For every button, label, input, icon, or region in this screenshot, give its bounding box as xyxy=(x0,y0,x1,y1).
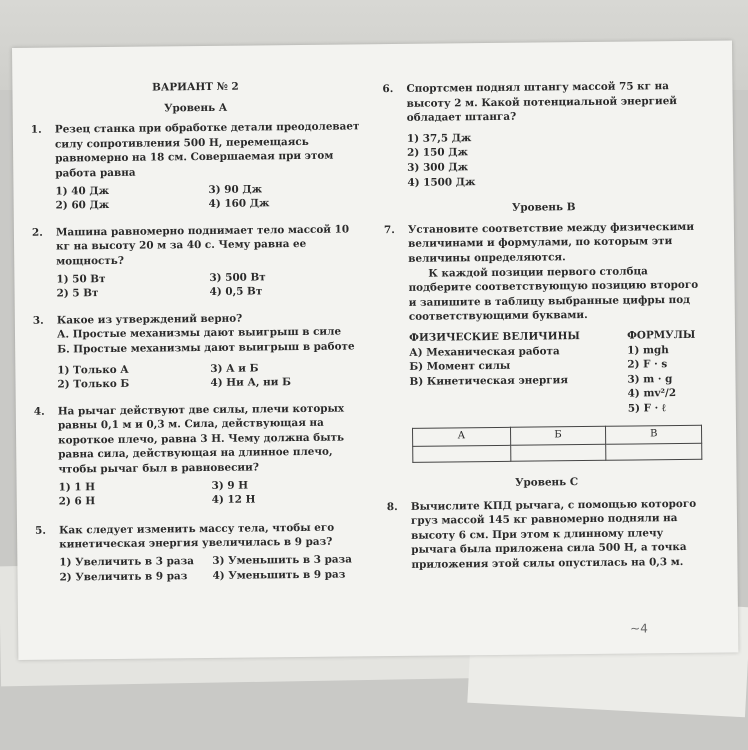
question-3-options xyxy=(33,360,363,393)
table-header-b: Б xyxy=(510,427,606,446)
option: 3) А и Б xyxy=(210,361,259,375)
question-text: Спортсмен поднял штангу массой 75 кг на высоту 2 м. Какой потенциальной энергией обладает штанга? xyxy=(406,80,678,125)
answer-cell-a[interactable] xyxy=(413,445,511,462)
question-text: Как следует изменить массу тела, чтобы его кинетическая энергия увеличилась в 9 раз? xyxy=(58,521,335,551)
worksheet-page xyxy=(12,40,738,660)
question-text: Установите соответствие между физическими величинами и формулами, по которым эти величины определяются. xyxy=(407,220,695,265)
question-text: Какое из утверждений верно? xyxy=(56,312,243,327)
question-5-options xyxy=(35,552,365,585)
formula-item: 3) m · g xyxy=(627,372,673,386)
statement: А. Простые механизмы дают выигрыш в силе xyxy=(56,325,342,341)
question-8 xyxy=(387,496,708,572)
question-1-options xyxy=(31,181,361,214)
option: 1) 50 Вт xyxy=(56,272,106,286)
quantity-item: А) Механическая работа xyxy=(409,344,560,359)
question-6-options xyxy=(383,129,704,191)
question-4-options xyxy=(35,477,365,510)
option: 4) 12 Н xyxy=(211,493,256,507)
level-a-heading: Уровень А xyxy=(163,101,228,115)
question-number: 1. xyxy=(30,123,42,136)
question-2-options xyxy=(32,269,362,302)
matching-columns xyxy=(385,342,706,418)
answer-cell-b[interactable] xyxy=(510,444,606,461)
question-3-statements xyxy=(33,325,363,358)
option: 4) 1500 Дж xyxy=(407,175,476,189)
quantity-item: В) Кинетическая энергия xyxy=(409,373,569,388)
option: 3) 500 Вт xyxy=(209,270,266,284)
option: 2) 150 Дж xyxy=(407,146,468,160)
formula-item: 5) F · ℓ xyxy=(627,402,666,415)
option: 4) Уменьшить в 9 раз xyxy=(212,568,346,582)
option: 1) 40 Дж xyxy=(55,184,110,198)
question-text: На рычаг действуют две силы, плечи которых равны 0,1 м и 0,3 м. Сила, действующая на короткое плечо, равна 3 Н. Чему должна быть равна сила, действующая на длинное плечо, чтобы рычаг был в равновесии? xyxy=(57,402,345,476)
option: 1) Увеличить в 3 раза xyxy=(59,555,194,569)
answer-cell-v[interactable] xyxy=(606,443,702,460)
question-number: 6. xyxy=(382,83,394,96)
option: 4) 0,5 Вт xyxy=(209,285,263,299)
table-header-a: А xyxy=(413,428,511,447)
right-column xyxy=(382,79,707,573)
table-header-v: В xyxy=(606,426,702,445)
question-number: 5. xyxy=(34,524,46,537)
option: 2) Увеличить в 9 раз xyxy=(59,569,188,584)
option: 2) 60 Дж xyxy=(55,199,110,212)
question-7 xyxy=(384,220,705,326)
option: 2) 5 Вт xyxy=(56,287,99,300)
option: 3) 9 Н xyxy=(211,479,249,492)
formulas-header: ФОРМУЛЫ xyxy=(626,328,696,342)
answer-table xyxy=(412,425,702,463)
question-number: 4. xyxy=(33,405,45,418)
option: 1) 1 Н xyxy=(58,480,96,494)
level-b-heading: Уровень В xyxy=(511,201,576,214)
formula-item: 2) F · s xyxy=(627,358,668,371)
left-column xyxy=(30,78,365,585)
quantity-item: Б) Момент силы xyxy=(409,359,511,373)
question-6 xyxy=(382,79,702,126)
question-4 xyxy=(34,401,365,477)
formula-item: 4) mv²/2 xyxy=(627,387,677,400)
question-text: Резец станка при обработке детали преодолевает силу сопротивления 500 Н, перемещаясь равномерно на 18 см. Совершаемая при этом работа равна xyxy=(54,120,360,180)
option: 3) Уменьшить в 3 раза xyxy=(212,553,352,567)
page-number: ~4 xyxy=(630,621,648,636)
question-number: 7. xyxy=(383,223,395,236)
option: 3) 300 Дж xyxy=(407,161,469,174)
option: 2) 6 Н xyxy=(58,495,96,508)
question-2 xyxy=(32,222,362,269)
option: 4) Ни А, ни Б xyxy=(210,376,291,390)
question-number: 8. xyxy=(386,500,398,513)
question-5 xyxy=(35,520,365,553)
question-number: 2. xyxy=(31,226,43,239)
formula-item: 1) mgh xyxy=(627,343,669,357)
option: 3) 90 Дж xyxy=(208,182,263,196)
question-1 xyxy=(31,120,362,182)
option: 4) 160 Дж xyxy=(208,197,270,211)
formulas-list xyxy=(627,342,706,416)
question-number: 3. xyxy=(32,314,44,327)
quantities-header: ФИЗИЧЕСКИЕ ВЕЛИЧИНЫ xyxy=(408,329,580,344)
question-text: Вычислите КПД рычага, с помощью которого груз массой 145 кг равномерно подняли на высоту 6 см. При этом к длинному плечу рычага была приложена сила 500 Н, а точка приложения этой силы опустилась на 0,3 м. xyxy=(410,497,697,571)
question-instruction: К каждой позиции первого столбца подберите соответствующую позицию второго и запишите в таблицу выбранные цифры под соответствующими буквами. xyxy=(408,264,699,324)
level-c-heading: Уровень С xyxy=(515,476,579,489)
question-text: Машина равномерно поднимает тело массой 10 кг на высоту 20 м за 40 с. Чему равна ее мощность? xyxy=(55,223,350,268)
option: 2) Только Б xyxy=(57,377,130,391)
statement: Б. Простые механизмы дают выигрыш в работе xyxy=(57,340,355,356)
variant-title: ВАРИАНТ № 2 xyxy=(152,80,239,94)
option: 1) Только А xyxy=(57,363,129,377)
quantities-list xyxy=(409,343,628,418)
option: 1) 37,5 Дж xyxy=(406,131,472,145)
